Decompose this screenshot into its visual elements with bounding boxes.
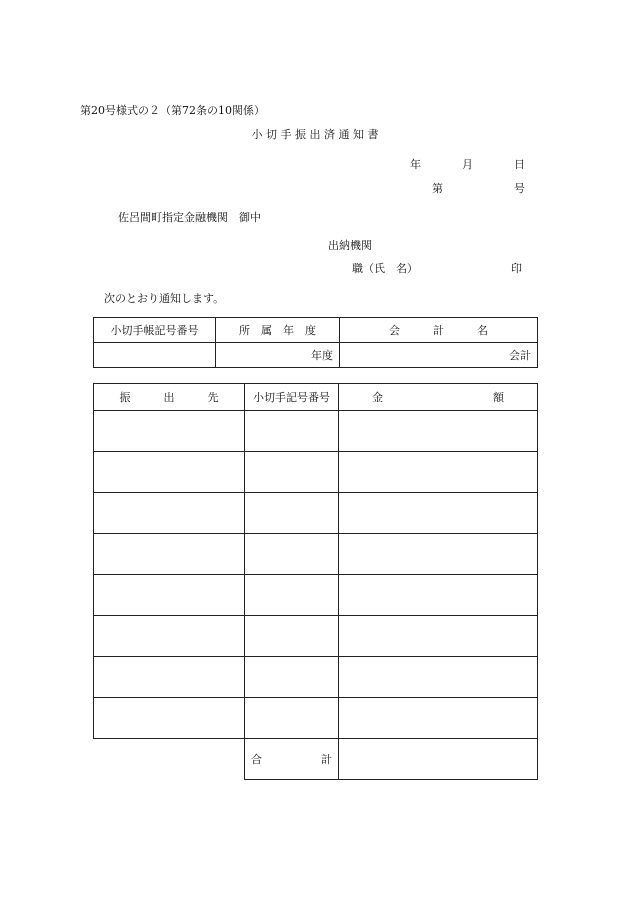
seal-mark: 印: [511, 262, 522, 275]
date-year: 年: [410, 158, 421, 171]
checkbook-info-table: [93, 317, 538, 368]
intro-text: 次のとおり通知します。: [104, 292, 225, 305]
cell-payee[interactable]: [94, 575, 245, 616]
date-line: [410, 158, 525, 172]
form-number: 第20号様式の２（第72条の10関係）: [80, 104, 265, 117]
cell-check-number[interactable]: [245, 657, 339, 698]
cell-amount[interactable]: [339, 534, 538, 575]
sender-org: 出納機関: [328, 239, 372, 252]
cell-checkbook-number[interactable]: [94, 343, 216, 368]
table-row: [94, 452, 538, 493]
cell-payee[interactable]: [94, 657, 245, 698]
header-payee: 振 出 先: [94, 384, 245, 411]
cell-account-name[interactable]: 会計: [340, 343, 538, 368]
header-check-number: 小切手記号番号: [245, 384, 339, 411]
cell-payee[interactable]: [94, 698, 245, 739]
table-header-row: [94, 384, 538, 411]
document-title: 小 切 手 振 出 済 通 知 書: [251, 128, 379, 141]
cell-amount[interactable]: [339, 493, 538, 534]
header-checkbook-number: 小切手帳記号番号: [94, 318, 216, 343]
table-row: [94, 698, 538, 739]
cell-check-number[interactable]: [245, 575, 339, 616]
date-month: 月: [462, 158, 473, 171]
cell-payee[interactable]: [94, 493, 245, 534]
header-account-name: 会 計 名: [340, 318, 538, 343]
cell-payee[interactable]: [94, 616, 245, 657]
table-row: [94, 657, 538, 698]
total-label-left: 合: [251, 753, 262, 766]
cell-amount[interactable]: [339, 698, 538, 739]
table-header-row: [94, 318, 538, 343]
table-row: [94, 575, 538, 616]
cell-fiscal-year[interactable]: 年度: [216, 343, 340, 368]
table-row: [94, 493, 538, 534]
cell-amount[interactable]: [339, 411, 538, 452]
cell-check-number[interactable]: [245, 493, 339, 534]
cell-check-number[interactable]: [245, 452, 339, 493]
table-row: [94, 343, 538, 368]
cell-check-number[interactable]: [245, 534, 339, 575]
cell-payee[interactable]: [94, 534, 245, 575]
sender-title: 職（氏 名）: [352, 262, 418, 275]
checks-issued-table: [93, 383, 538, 780]
cell-amount[interactable]: [339, 616, 538, 657]
table-row: [94, 534, 538, 575]
cell-total-amount[interactable]: [339, 739, 538, 780]
table-row: [94, 616, 538, 657]
blank-cell: [94, 739, 245, 780]
cell-amount[interactable]: [339, 575, 538, 616]
cell-check-number[interactable]: [245, 698, 339, 739]
number-suffix: 号: [514, 182, 525, 195]
cell-amount[interactable]: [339, 452, 538, 493]
cell-amount[interactable]: [339, 657, 538, 698]
header-fiscal-year: 所 属 年 度: [216, 318, 340, 343]
number-prefix: 第: [432, 182, 443, 195]
cell-check-number[interactable]: [245, 616, 339, 657]
cell-check-number[interactable]: [245, 411, 339, 452]
document-number-line: [432, 182, 525, 196]
cell-payee[interactable]: [94, 452, 245, 493]
total-label: [245, 739, 339, 780]
header-amount: 金 額: [339, 384, 538, 411]
total-label-right: 計: [321, 753, 332, 766]
table-row: [94, 411, 538, 452]
total-row: [94, 739, 538, 780]
date-day: 日: [514, 158, 525, 171]
addressee: 佐呂間町指定金融機関 御中: [118, 211, 261, 224]
cell-payee[interactable]: [94, 411, 245, 452]
